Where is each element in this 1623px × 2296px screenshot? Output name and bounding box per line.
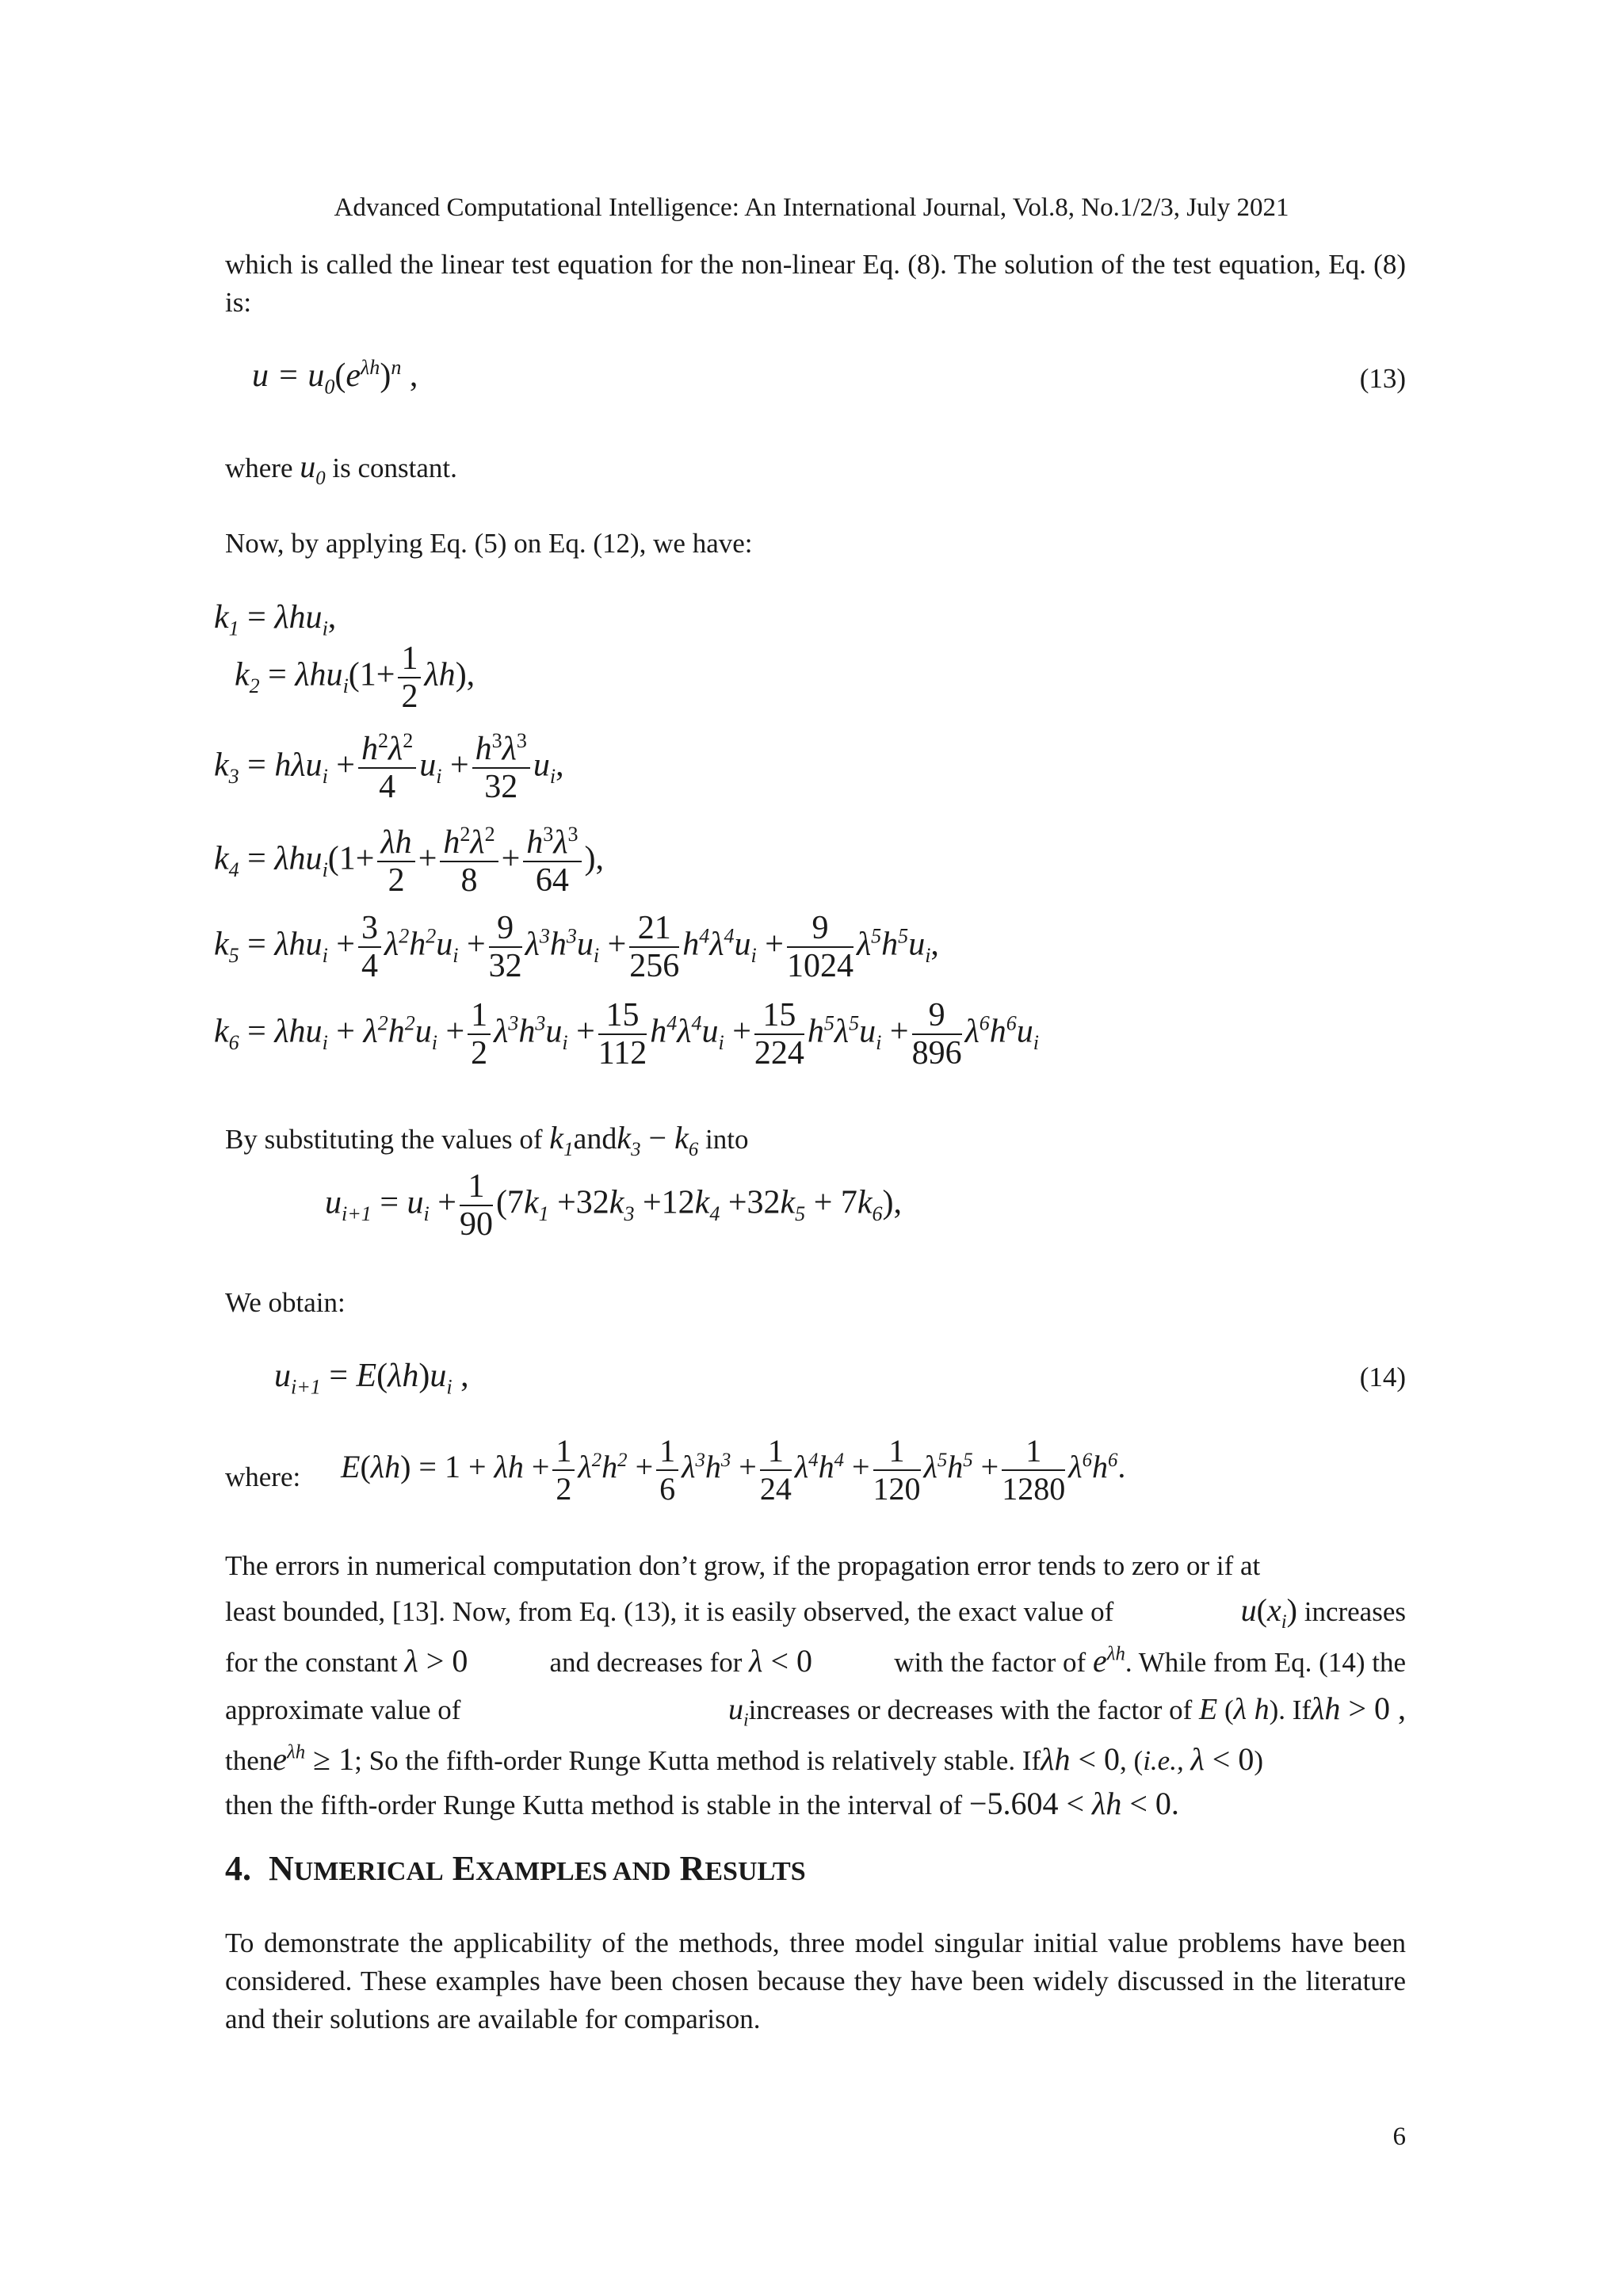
is-constant-text: is constant.: [332, 453, 457, 483]
errors-line-1: The errors in numerical computation don’t grow, if the propagation error tends to zero or if at: [225, 1550, 1261, 1581]
running-header: Advanced Computational Intelligence: An International Journal, Vol.8, No.1/2/3, July 2021: [334, 193, 1289, 222]
substituting-line: [225, 1119, 748, 1159]
substituting-text: By substituting the values of: [225, 1124, 543, 1155]
equation-13-number: (13): [1359, 363, 1406, 394]
where-text: where: [225, 453, 293, 483]
where-label: where:: [225, 1461, 301, 1492]
equation-k4: $k_4 = \lambda hu_i(1+$ $\frac{\lambda h}{2}$ + $\frac{h^2\lambda^2}{8}$ + $\frac{h^3\lambda^3}{64}$ ),: [214, 823, 605, 899]
equation-k5: $k_5 = \lambda hu_i$ + $\frac{3}{4}$ $\lambda^2h^2u_i$ + $\frac{9}{32}$ $\lambda^3h^3u_i$ + $\frac{21}{256}$ $h^4\lambda^4u_i$ + $\frac{9}{1024}$ $\lambda^5h^5u_i$,: [214, 910, 939, 984]
paragraph-test-equation: which is called the linear test equation for the non-linear Eq. (8). The solution of the test equation, Eq. (8) is:: [225, 249, 1406, 318]
errors-line-3: for the constant λ > 0 and decreases for λ < 0 with the factor of $e^{\lambda h}$. While from Eq. (14) the: [225, 1643, 1406, 1679]
section-heading: 4. NUMERICAL EXAMPLES AND RESULTS: [225, 1849, 806, 1888]
we-obtain-text: We obtain:: [225, 1287, 346, 1318]
where-u0-line: [225, 448, 457, 487]
equation-13: $u = u_0(e^{\lambda h})^n$ ,: [252, 356, 418, 399]
k3-k6-symbol: $k_3 - k_6$: [617, 1120, 699, 1160]
k1-symbol: $k_1$: [549, 1120, 574, 1160]
page-number: 6: [1392, 2122, 1406, 2151]
errors-line-2: least bounded, [13]. Now, from Eq. (13), it is easily observed, the exact value of $u(x_i)$ increases: [225, 1592, 1406, 1633]
errors-line-5: thene$^{\lambda h}$ ≥ 1; So the fifth-order Runge Kutta method is relatively stable. Ifλh < 0, (i.e., λ < 0): [225, 1741, 1264, 1777]
equation-k6: $k_6 = \lambda hu_i + \lambda^2h^2u_i$ + $\frac{1}{2}$ $\lambda^3h^3u_i$ + $\frac{15}{112}$ $h^4\lambda^4u_i$ + $\frac{15}{224}$ $h^5\lambda^5u_i$ + $\frac{9}{896}$ $\lambda^6h^6u_i$: [214, 997, 1040, 1072]
paragraph-applying: Now, by applying Eq. (5) on Eq. (12), we have:: [225, 528, 753, 559]
equation-14: $u_{i+1} = E(\lambda h)u_i$ ,: [274, 1358, 469, 1399]
and-text: and: [573, 1122, 617, 1156]
equation-k2: $k_2 = \lambda hu_i(1+$ $\frac{1}{2}$ λh),: [235, 640, 475, 715]
equation-E-lambda-h: E(λh) = 1 + λh + $\frac{1}{2}$ $\lambda^2h^2$ + $\frac{1}{6}$ $\lambda^3h^3$ + $\frac{1}{24}$ $\lambda^4h^4$ + $\frac{1}{120}$ $\lambda^5h^5$ + $\frac{1}{1280}$ $\lambda^6h^6$.: [341, 1433, 1126, 1507]
u0-symbol: $u_0$: [300, 449, 326, 489]
paragraph-examples: To demonstrate the applicability of the methods, three model singular initial value problems have been considered. These examples have been chosen because they have been widely discussed in the literature and their solutions are available for comparison.: [225, 1927, 1406, 2034]
equation-k3: $k_3 = h\lambda u_i$ + $\frac{h^2\lambda^2}{4}$ $u_i$ + $\frac{h^3\lambda^3}{32}$ $u_i$,: [214, 729, 564, 805]
errors-line-6: then the fifth-order Runge Kutta method is stable in the interval of −5.604 < λh < 0.: [225, 1786, 1179, 1821]
equation-k1: $k_1 = \lambda hu_i$,: [214, 599, 337, 640]
equation-rk-update: $u_{i+1} = u_i$ + $\frac{1}{90}$ $(7k_1 +32k_3 +12k_4 +32k_5 + 7k_6)$,: [325, 1168, 903, 1243]
equation-14-number: (14): [1359, 1362, 1406, 1392]
into-text: into: [705, 1124, 749, 1155]
paragraph-errors: [225, 1547, 1406, 1824]
errors-line-4: approximate value of $u_iincreases$ or decreases with the factor of E (λ h). Ifλh > 0 ,: [225, 1690, 1406, 1731]
